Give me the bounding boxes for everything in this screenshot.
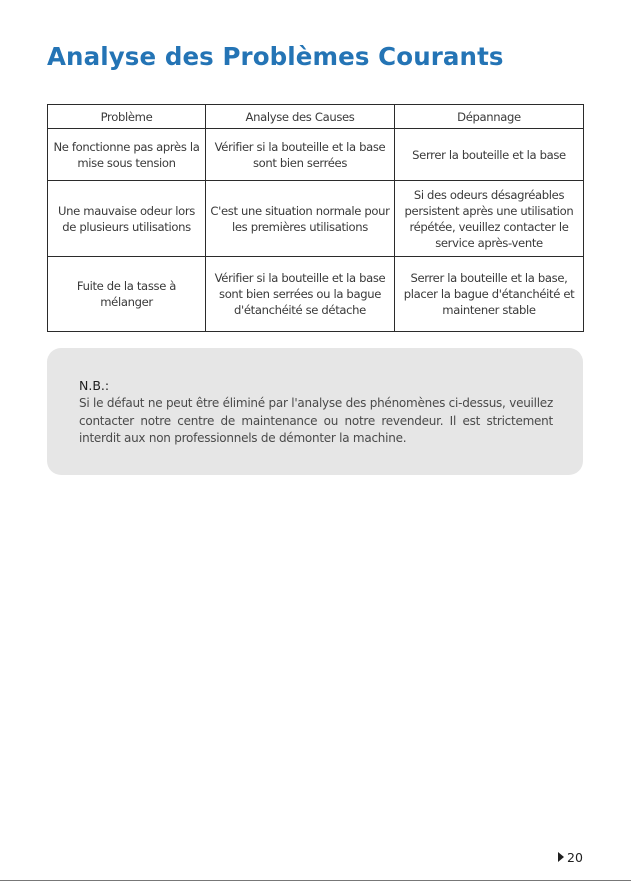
solution-cell: Serrer la bouteille et la base xyxy=(395,129,584,181)
problem-cell: Une mauvaise odeur lors de plusieurs utilisations xyxy=(48,181,206,257)
cause-cell: C'est une situation normale pour les premières utilisations xyxy=(206,181,395,257)
page-number xyxy=(558,849,583,865)
cause-cell: Vérifier si la bouteille et la base sont bien serrées ou la bague d'étanchéité se détache xyxy=(206,257,395,332)
problem-cell: Ne fonctionne pas après la mise sous tension xyxy=(48,129,206,181)
bottom-divider xyxy=(0,880,631,881)
solution-cell: Serrer la bouteille et la base, placer la bague d'étanchéité et maintener stable xyxy=(395,257,584,332)
solution-cell: Si des odeurs désagréables persistent après une utilisation répétée, veuillez contacter le service après-vente xyxy=(395,181,584,257)
note-box xyxy=(47,348,583,475)
column-header-causes: Analyse des Causes xyxy=(206,105,395,129)
table-header-row xyxy=(48,105,584,129)
table-row xyxy=(48,181,584,257)
table-row xyxy=(48,129,584,181)
column-header-problem: Problème xyxy=(48,105,206,129)
note-title: N.B.: xyxy=(79,378,110,393)
troubleshooting-table xyxy=(47,104,584,332)
column-header-troubleshooting: Dépannage xyxy=(395,105,584,129)
table-row xyxy=(48,257,584,332)
problem-cell: Fuite de la tasse à mélanger xyxy=(48,257,206,332)
note-text: Si le défaut ne peut être éliminé par l'analyse des phénomènes ci-dessus, veuillez contacter notre centre de maintenance ou notre revendeur. Il est strictement interdit aux non professionnels de démonter la machine. xyxy=(79,396,553,445)
cause-cell: Vérifier si la bouteille et la base sont bien serrées xyxy=(206,129,395,181)
page-number-text: 20 xyxy=(567,849,583,865)
play-triangle-icon xyxy=(558,852,564,862)
page-title: Analyse des Problèmes Courants xyxy=(47,42,504,71)
